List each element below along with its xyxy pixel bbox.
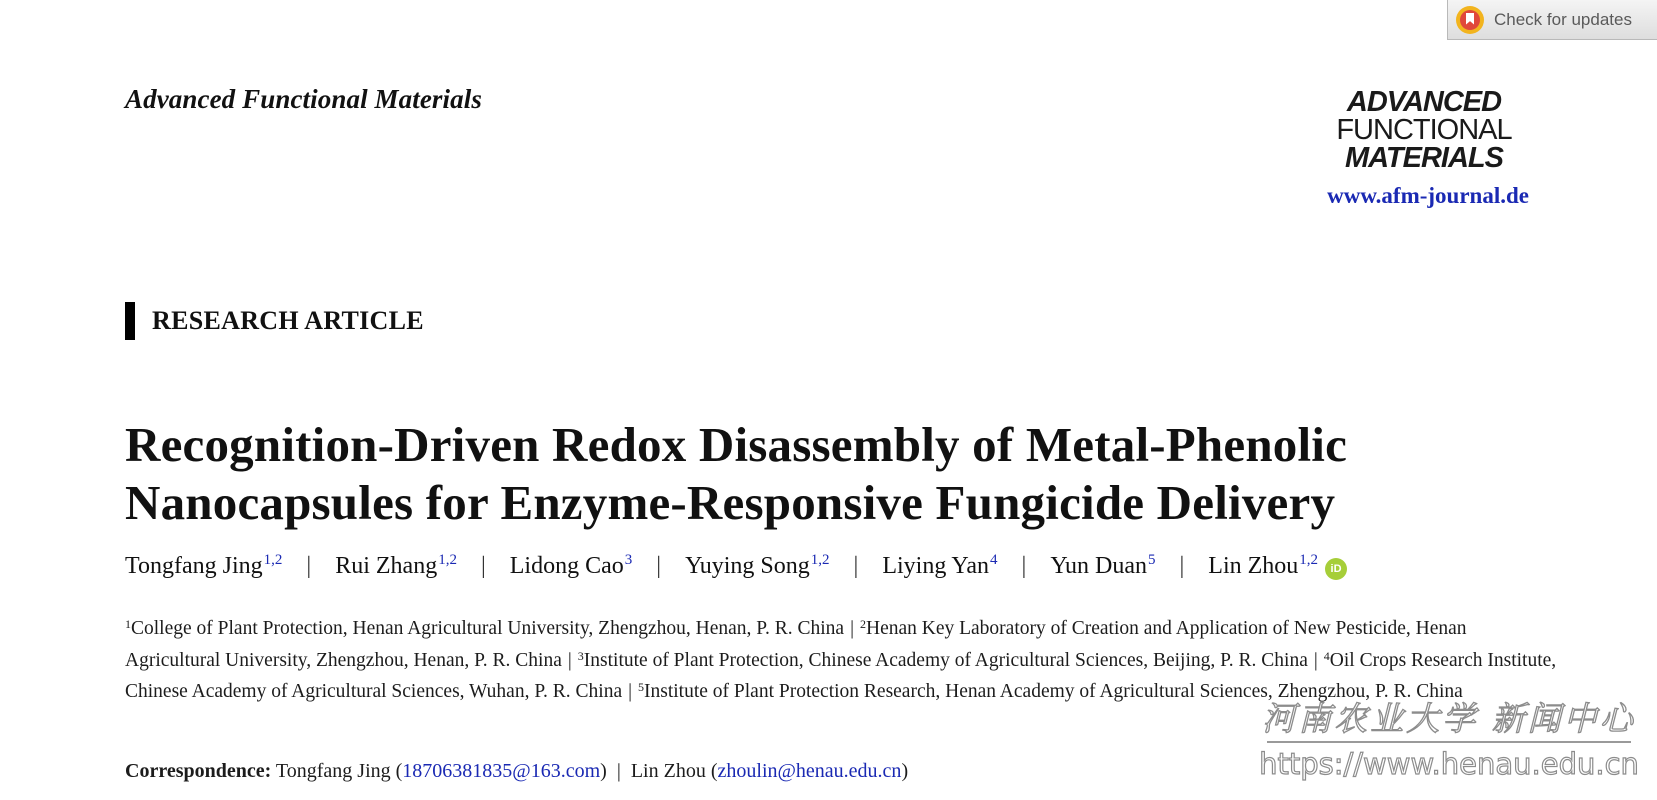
correspondence-label: Correspondence: (125, 760, 272, 782)
author-affiliation-sup[interactable]: 4 (990, 552, 998, 568)
correspondent-email-link[interactable]: zhoulin@henau.edu.cn (717, 760, 902, 782)
correspondent-name: Lin Zhou (630, 760, 706, 782)
affiliations: $^1$College of Plant Protection, Henan Agricultural University, Zhengzhou, Henan, P. R. China | $^2$Henan Key Laboratory of Creation and Application of New Pesticide, Henan Agricultural University, Zhengzhou, Henan, P. R. China | $^3$Institute of Plant Protection, Chinese Academy of Agricultural Sciences, Beijing, P. R. China | $^4$Oil Crops Research Institute, Chinese Academy of Agricultural Sciences, Wuhan, P. R. China | $^5$Institute of Plant Protection Research, Henan Academy of Agricultural Sciences, Zhengzhou, P. R. China (125, 617, 1557, 702)
author-affiliation-sup[interactable]: 1,2 (810, 552, 830, 568)
logo-line-1: ADVANCED (1346, 86, 1502, 118)
watermark (1259, 700, 1639, 781)
correspondent-name: Tongfang Jing (275, 760, 391, 782)
author-separator: | (853, 553, 859, 579)
journal-url-link[interactable]: www.afm-journal.de (1327, 183, 1529, 208)
affiliation-text: Institute of Plant Protection, Chinese Academy of Agricultural Sciences, Beijing, P. R. China (583, 649, 1308, 671)
author-separator: | (480, 553, 486, 579)
author-separator: | (306, 553, 312, 579)
affiliation-text: College of Plant Protection, Henan Agricultural University, Zhengzhou, Henan, P. R. China (131, 618, 845, 639)
author[interactable]: Lidong Cao $^3$ (509, 552, 633, 579)
author[interactable]: Tongfang Jing $^{1,2}$ (125, 552, 283, 579)
author-affiliation-sup[interactable]: 1,2 (1299, 552, 1319, 568)
article-type-label (125, 302, 424, 340)
watermark-url: https://www.henau.edu.cn (1259, 747, 1639, 781)
bookmark-icon (1456, 6, 1484, 34)
affiliation-text: Henan Key Laboratory of Creation and Application of New Pesticide, Henan Agricultural University, Zhengzhou, Henan, P. R. China (125, 618, 1467, 671)
check-for-updates-label: Check for updates (1494, 9, 1632, 29)
watermark-chinese-text: 河南农业大学 新闻中心 (1262, 699, 1636, 738)
author-affiliation-sup[interactable]: 1,2 (438, 552, 457, 568)
logo-line-2: FUNCTIONAL (1336, 114, 1512, 146)
author[interactable]: Rui Zhang $^{1,2}$ (335, 552, 457, 579)
orcid-icon[interactable]: iD (1325, 558, 1347, 580)
author-separator: | (656, 553, 662, 579)
author-list (125, 553, 1347, 581)
author[interactable]: Yuying Song $^{1,2}$ (685, 552, 830, 579)
author-affiliation-sup[interactable]: 5 (1147, 552, 1156, 568)
affiliation-text: Institute of Plant Protection Research, Henan Academy of Agricultural Sciences, Zhengzhou, P. R. China (644, 681, 1463, 702)
author[interactable]: Liying Yan $^4$ (882, 552, 998, 579)
affiliation-text: Oil Crops Research Institute, Chinese Academy of Agricultural Sciences, Wuhan, P. R. China (125, 649, 1557, 702)
section-marker-bar (125, 302, 135, 340)
author-affiliation-sup[interactable]: 1,2 (263, 552, 283, 568)
logo-line-3: MATERIALS (1344, 142, 1503, 174)
author[interactable]: Lin Zhou $^{1,2}$ (1208, 552, 1319, 579)
author[interactable]: Yun Duan $^5$ (1050, 552, 1156, 579)
author-separator: | (1179, 553, 1185, 579)
article-title-line-2: Nanocapsules for Enzyme-Responsive Fungicide Delivery (125, 475, 1336, 530)
article-title-line-1: Recognition-Driven Redox Disassembly of Metal-Phenolic (125, 417, 1348, 472)
correspondence: Correspondence: Tongfang Jing (18706381835@163.com) | Lin Zhou (zhoulin@henau.edu.cn) (125, 760, 909, 782)
correspondent-email-link[interactable]: 18706381835@163.com (402, 760, 601, 782)
author-affiliation-sup[interactable]: 3 (624, 552, 633, 568)
check-for-updates-button[interactable] (1447, 0, 1657, 40)
article-title (125, 416, 1565, 532)
author-separator: | (1021, 553, 1027, 579)
journal-name: Advanced Functional Materials (125, 84, 482, 114)
journal-logo (1319, 88, 1529, 172)
watermark-divider (1267, 741, 1631, 743)
article-type-text: RESEARCH ARTICLE (152, 306, 424, 335)
